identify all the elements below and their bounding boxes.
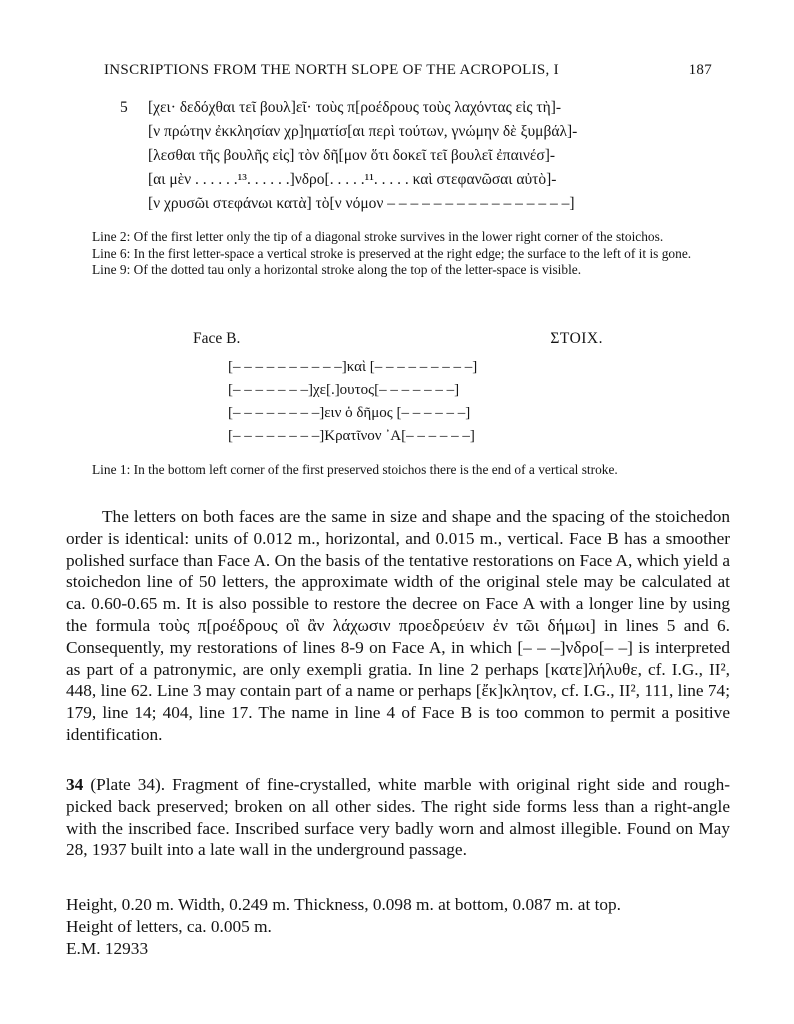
inventory-number: E.M. 12933 [66, 938, 149, 958]
apparatus-note: Line 9: Of the dotted tau only a horizontal stroke along the top of the letter-space is visible. [92, 262, 582, 277]
line-number-label: 5 [120, 99, 128, 116]
catalog-entry [66, 774, 730, 861]
stoichedon-label: ΣΤΟΙΧ. [550, 330, 603, 347]
inscription-line: [χει· δεδόχθαι τεῖ βουλ]εῖ· τοὺς π[ροέδρους τοὺς λαχόντας εἰς τὴ]- [148, 99, 562, 116]
apparatus-note: Line 1: In the bottom left corner of the first preserved stoichos there is the end of a vertical stroke. [92, 462, 618, 477]
inscription-line: [– – – – – – – –]ειν ὁ δῆμος [– – – – – –] [228, 405, 471, 421]
inscription-line: [λεσθαι τῆς βουλῆς εἰς] τὸν δῆ[μον ὅτι δοκεῖ τεῖ βουλεῖ ἐπαινέσ]- [148, 147, 556, 164]
face-b-notes [66, 462, 730, 479]
letter-height-line: Height of letters, ca. 0.005 m. [66, 916, 272, 936]
face-a-notes [66, 229, 730, 279]
inscription-line: [– – – – – – –]χε[.]ουτος[– – – – – – –] [228, 382, 460, 398]
face-b-label: Face B. [193, 330, 241, 347]
apparatus-note: Line 6: In the first letter-space a vertical stroke is preserved at the right edge; the surface to the left of it is gone. [92, 245, 692, 261]
inscription-line: [– – – – – – – –]Κρατῖνον ᾿Α[– – – – – –] [228, 428, 475, 444]
inscription-line: [ν χρυσῶι στεφάνωι κατὰ] τὸ[ν νόμον – – – – – – – – – – – – – – – –] [148, 195, 575, 212]
entry-description [66, 774, 730, 861]
running-head-title: INSCRIPTIONS FROM THE NORTH SLOPE OF THE ACROPOLIS, I [104, 62, 559, 78]
commentary-section [66, 506, 730, 746]
inscription-line: [– – – – – – – – – –]καὶ [– – – – – – – – –] [228, 359, 478, 375]
inscription-line: [ν πρώτην ἐκκλησίαν χρ]ηματίσ[αι περὶ τούτων, γνώμην δὲ ξυμβάλ]- [148, 123, 578, 140]
page-number: 187 [688, 62, 712, 78]
apparatus-note: Line 2: Of the first letter only the tip of a diagonal stroke survives in the lower right corner of the stoichos. [92, 229, 664, 244]
inscription-line: [αι μὲν . . . . . .¹³. . . . . .]νδρο[. . . . .¹¹. . . . . καὶ στεφανῶσαι αὐτὸ]- [148, 171, 557, 188]
dimensions-line: Height, 0.20 m. Width, 0.249 m. Thickness, 0.098 m. at bottom, 0.087 m. at top. [66, 895, 621, 914]
face-b-inscription [228, 356, 477, 448]
commentary-paragraph: The letters on both faces are the same in size and shape and the spacing of the stoichedon order is identical: units of 0.012 m., horizontal, and 0.015 m., vertical. Face B has a smoother polished surface than Face A. On the basis of the tentative restorations on Face A, which yield a stoichedon line of 50 letters, the approximate width of the original stele may be calculated at ca. 0.60-0.65 m. It is also possible to restore the decree on Face A with a longer line by using the formula τοὺς π[ροέδρους οἳ ἂν λάχωσιν προεδρεύειν ἐν τῶι δήμωι] in lines 5 and 6. Consequently, my restorations of lines 8-9 on Face A, in which [– – –]νδρο[– –] is interpreted as part of a patronymic, are only exempli gratia. In line 2 perhaps [κατε]λήλυθε, cf. I.G., II², 448, line 62. Line 3 may contain part of a name or perhaps [ἔκ]κλητον, cf. I.G., II², 111, line 74; 179, line 14; 404, line 17. The name in line 4 of Face B is too common to permit a positive identification. [66, 507, 730, 744]
measurements-block [66, 894, 730, 959]
entry-text: (Plate 34). Fragment of fine-crystalled, white marble with original right side and rough-picked back preserved; broken on all other sides. The right side forms less than a right-angle with the inscribed face. Inscribed surface very badly worn and almost illegible. Found on May 28, 1937 built into a late wall in the underground passage. [66, 775, 730, 860]
entry-number: 34 [66, 775, 84, 794]
